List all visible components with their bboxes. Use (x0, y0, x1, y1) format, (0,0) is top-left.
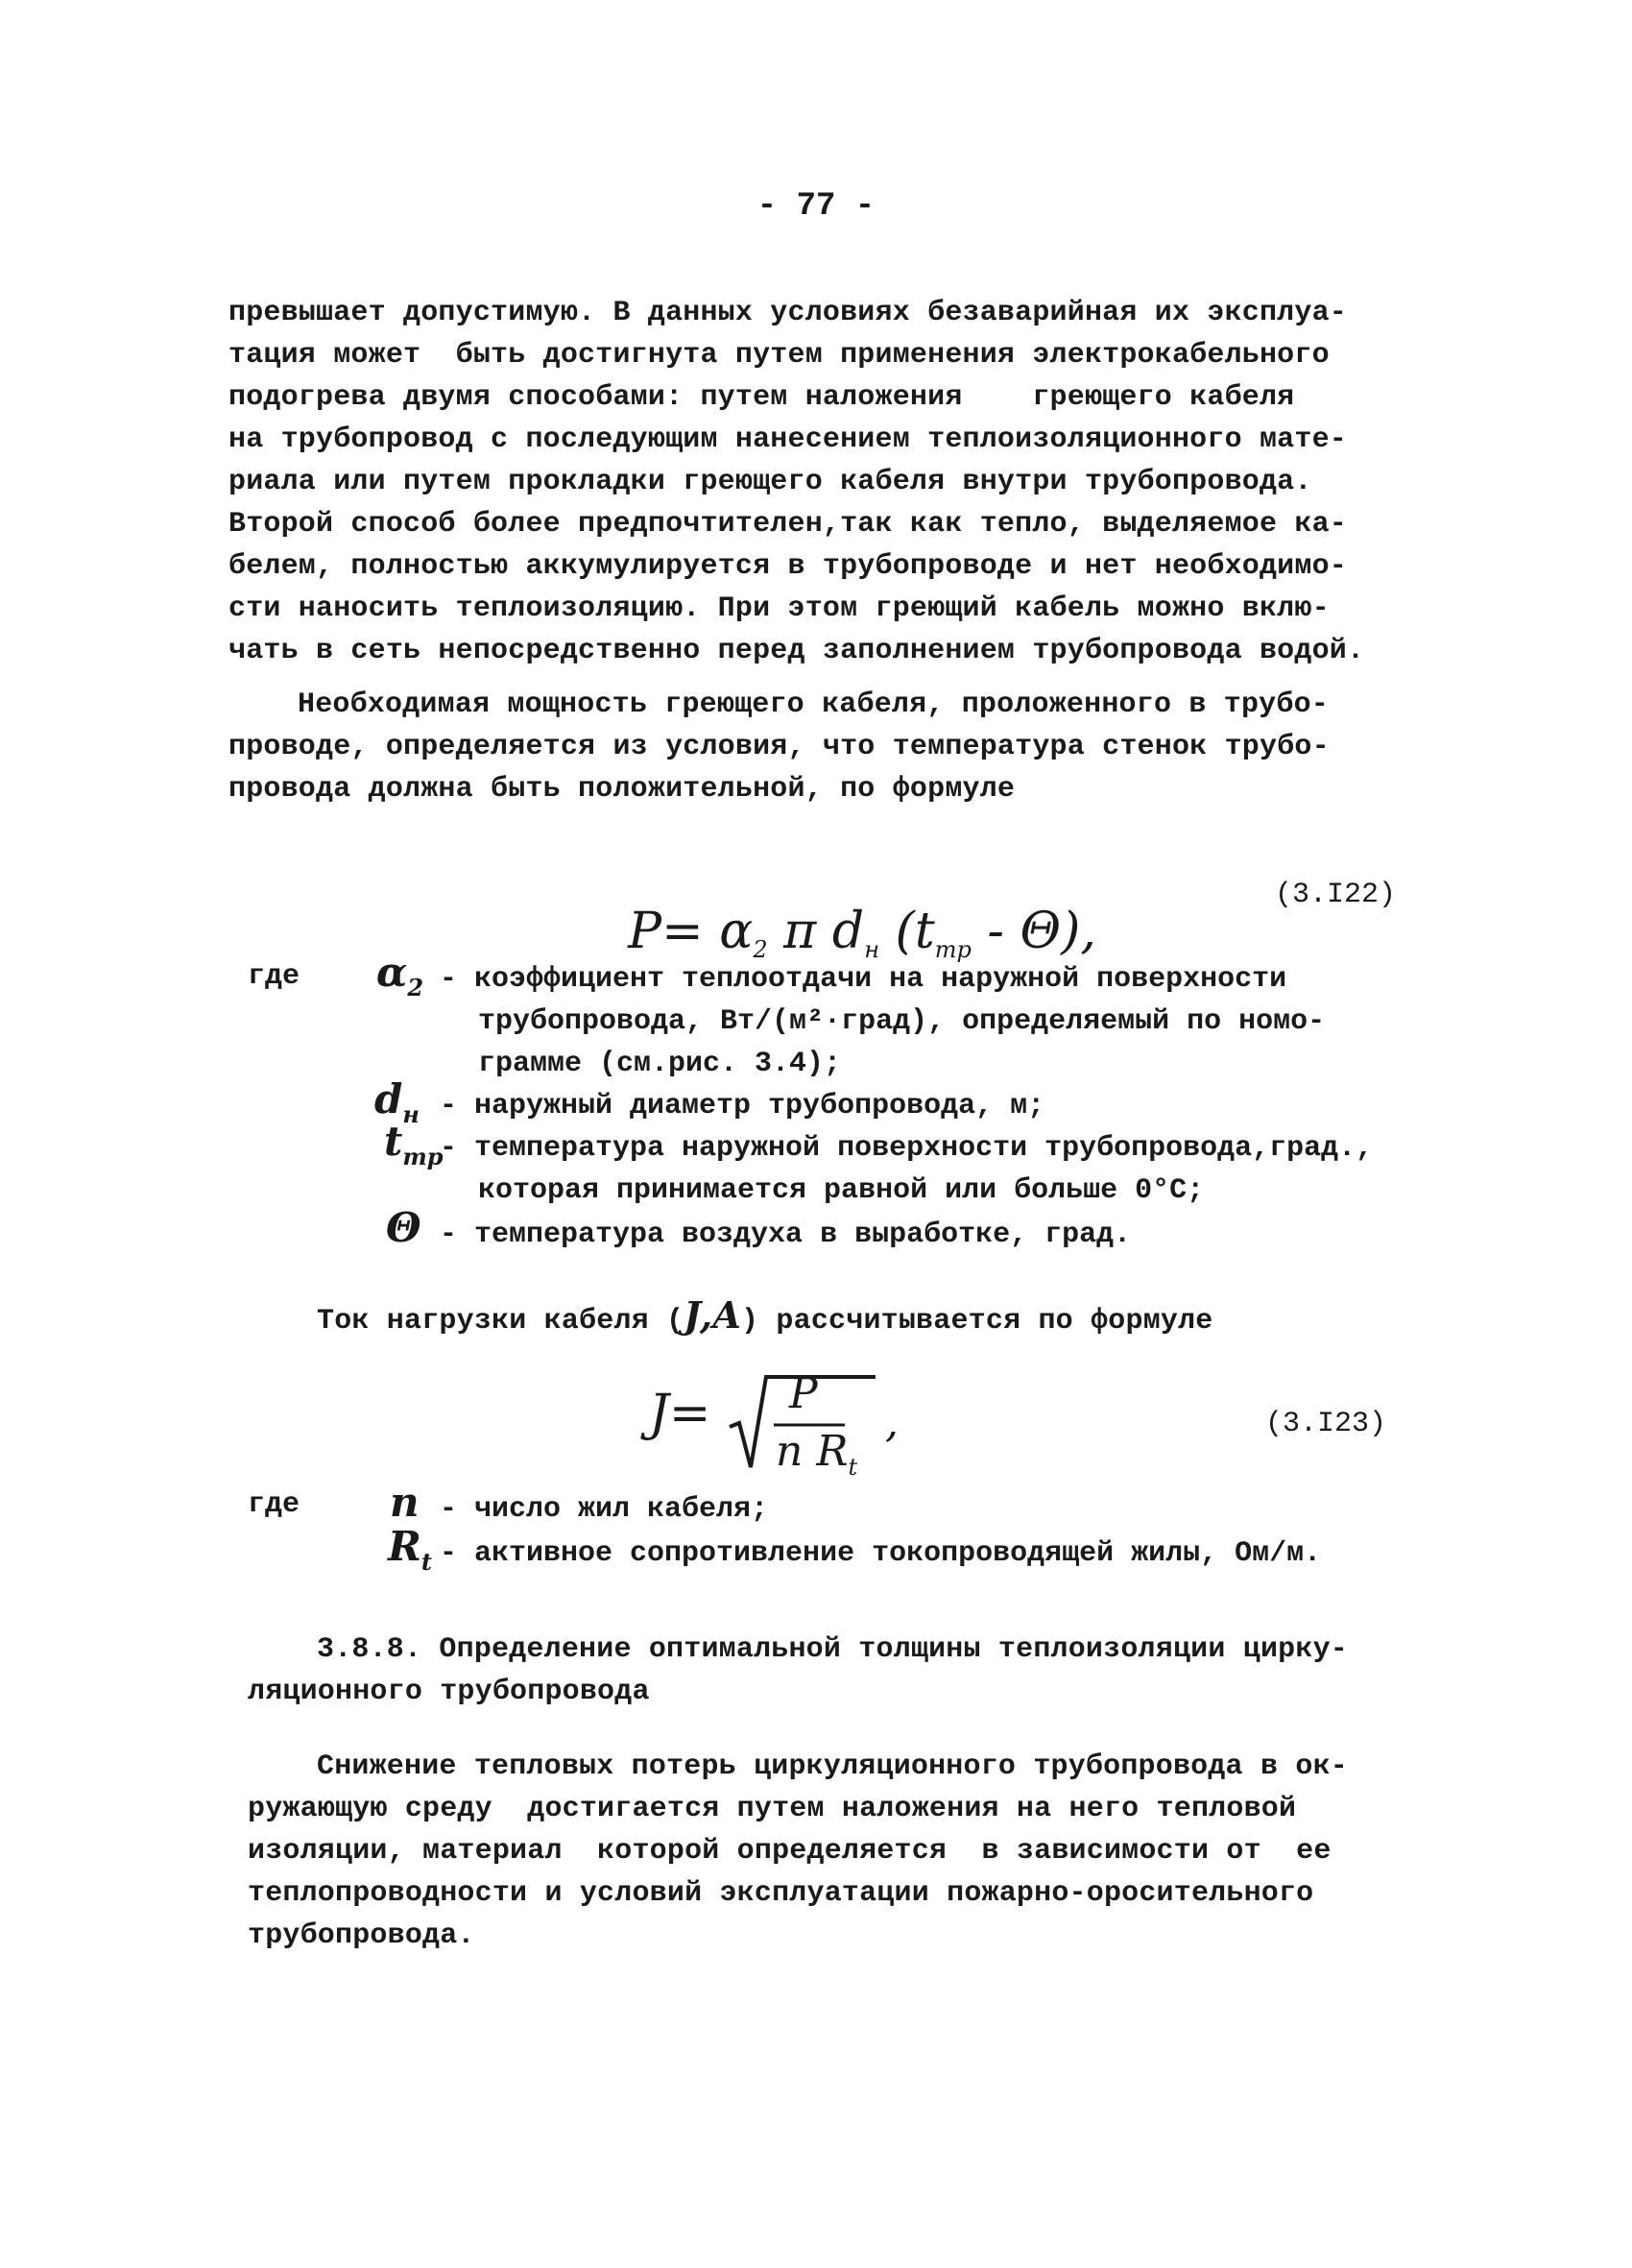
definition-symbol: $\alpha_2$ (376, 949, 424, 1001)
definition-line: - число жил кабеля; (440, 1493, 769, 1526)
text-line: изоляции, материал которой определяется в зависимости от ее (248, 1835, 1332, 1868)
definition-line: которая принимается равной или больше 0°С; (478, 1174, 1205, 1207)
formula-subscript: н (864, 936, 879, 963)
formula-symbol: Θ (1020, 903, 1062, 960)
definition-symbol: $d_н$ (374, 1075, 420, 1128)
formula-symbol: - (987, 903, 1004, 960)
definition-line: трубопровода, Вт/(м²·град), определяемый по номо- (478, 1005, 1326, 1038)
text-line: тация может быть достигнута путем применения электрокабельного (228, 339, 1330, 372)
where-label: где (248, 1488, 300, 1521)
formula-comma: , (885, 1398, 899, 1447)
formula-symbol: P (628, 903, 662, 960)
text-line: Снижение тепловых потерь циркуляционного трубопровода в ок- (317, 1750, 1348, 1783)
definition-line: - температура наружной поверхности трубопровода,град., (440, 1132, 1374, 1165)
formula-number: (3.I23) (1265, 1408, 1387, 1440)
text-line: чать в сеть непосредственно перед заполнением трубопровода водой. (228, 635, 1365, 667)
definition-symbol: n (390, 1479, 420, 1526)
formula-denominator: n $R_t$ (776, 1427, 858, 1481)
text-line: проводе, определяется из условия, что температура стенок трубо- (228, 731, 1330, 763)
formula-number: (3.I22) (1275, 879, 1397, 911)
text-line: на трубопровод с последующим нанесением теплоизоляционного мате- (228, 423, 1347, 456)
text-line: трубопровода. (248, 1919, 475, 1952)
current-sentence: Ток нагрузки кабеля (J,A) рассчитывается по формуле (317, 1293, 1213, 1338)
current-symbol: J,A (684, 1293, 742, 1337)
definition-line: - температура воздуха в выработке, град. (440, 1218, 1132, 1251)
definition-line: - наружный диаметр трубопровода, м; (440, 1090, 1045, 1122)
heading-line: 3.8.8. Определение оптимальной толщины теплоизоляции цирку- (317, 1633, 1348, 1666)
formula-symbol: π (783, 903, 817, 960)
formula-symbol: t (914, 903, 935, 960)
text-line: Второй способ более предпочтителен,так как тепло, выделяемое ка- (228, 508, 1347, 541)
formula-symbol: = (661, 903, 704, 960)
text-line: превышает допустимую. В данных условиях безаварийная их эксплуа- (228, 297, 1347, 329)
definition-line: грамме (см.рис. 3.4); (478, 1048, 842, 1080)
text-line: ружающую среду достигается путем наложения на него тепловой (248, 1793, 1297, 1825)
formula-symbol: d (831, 903, 865, 960)
text-line: подогрева двумя способами: путем наложения греющего кабеля (228, 381, 1295, 414)
text-line: белем, полностью аккумулируется в трубопроводе и нет необходимо- (228, 550, 1347, 583)
where-label: где (248, 960, 300, 993)
text-line: Необходимая мощность греющего кабеля, проложенного в трубо- (298, 688, 1329, 721)
page-number: - 77 - (756, 188, 876, 225)
definition-symbol: Θ (386, 1204, 421, 1251)
definition-symbol: $t_{тр}$ (384, 1118, 444, 1170)
definition-line: - коэффициент теплоотдачи на наружной поверхности (440, 963, 1287, 996)
definition-line: - активное сопротивление токопроводящей жилы, Ом/м. (440, 1537, 1322, 1570)
formula-symbol: ( (895, 903, 915, 960)
heading-line: ляционного трубопровода (248, 1676, 650, 1708)
text-line: теплопроводности и условий эксплуатации пожарно-оросительного (248, 1877, 1314, 1910)
formula-symbol: ), (1061, 903, 1096, 960)
text-line: риала или путем прокладки греющего кабеля внутри трубопровода. (228, 466, 1312, 498)
formula-subscript: 2 (753, 936, 768, 963)
formula-symbol: α (719, 903, 754, 960)
definition-symbol: $R_t$ (388, 1523, 432, 1576)
text-line: провода должна быть положительной, по формуле (228, 773, 1016, 806)
formula-subscript: тр (934, 936, 972, 963)
formula-current-lhs: J= (649, 1385, 711, 1442)
text-line: сти наносить теплоизоляцию. При этом греющий кабель можно вклю- (228, 592, 1330, 625)
formula-numerator: P (789, 1369, 818, 1418)
